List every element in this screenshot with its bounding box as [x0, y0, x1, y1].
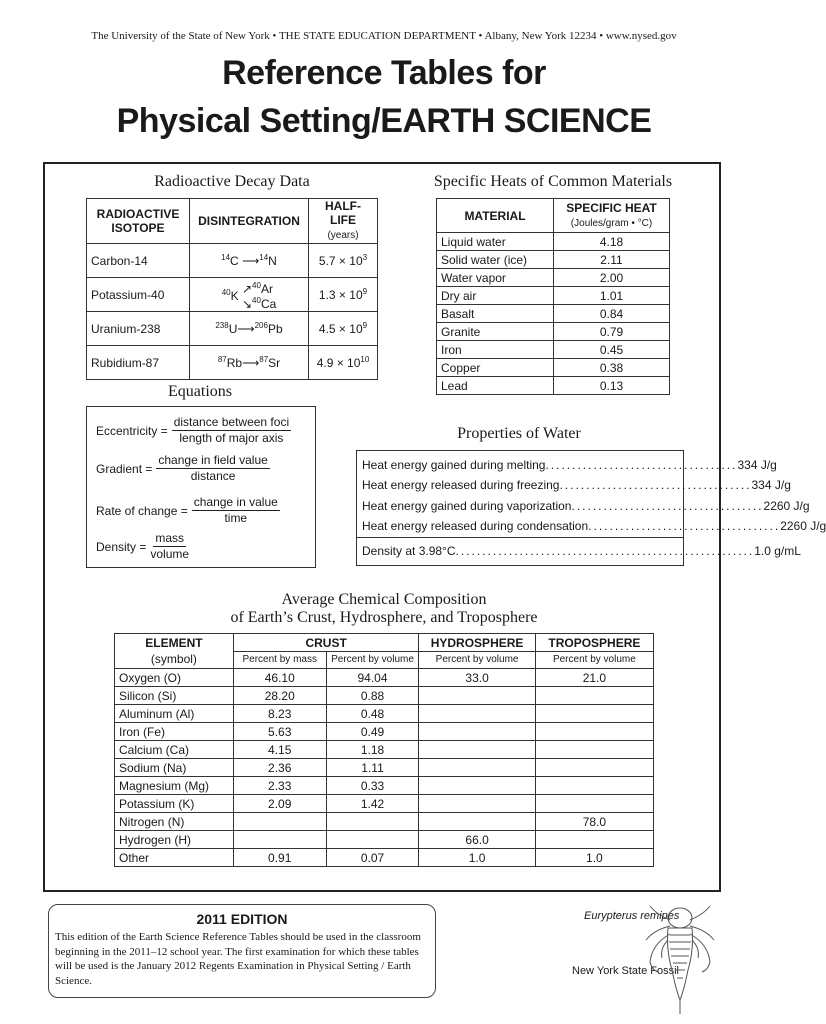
- table-row: Silicon (Si) 28.20 0.88: [115, 687, 654, 705]
- decay-col-halflife: HALF-LIFE (years): [309, 199, 378, 244]
- water-row: Density at 3.98°C ........................................................ 1.0 g/mL: [362, 544, 801, 558]
- table-row: Granite 0.79: [437, 323, 670, 341]
- table-row: Aluminum (Al) 8.23 0.48: [115, 705, 654, 723]
- decay-table: [86, 198, 378, 380]
- table-row: Solid water (ice) 2.11: [437, 251, 670, 269]
- table-row: [87, 278, 378, 312]
- disintegration-cell: $^{87}$Rb⟶$^{87}$Sr: [190, 346, 309, 380]
- halflife-cell: $4.5 \times 10^9$: [309, 312, 378, 346]
- water-row: Heat energy released during freezing .................................... 334 J/g: [362, 478, 791, 492]
- table-row: Dry air 1.01: [437, 287, 670, 305]
- table-row: [87, 244, 378, 278]
- comp-col-troposphere: TROPOSPHERE: [535, 634, 653, 652]
- disintegration-cell: $^{14}$C ⟶$^{14}$N: [190, 244, 309, 278]
- table-row: [87, 346, 378, 380]
- table-row: Water vapor 2.00: [437, 269, 670, 287]
- table-row: Sodium (Na) 2.36 1.11: [115, 759, 654, 777]
- rate-equation: Rate of change = $\frac{\text{change in value}}{\text{time}}$: [96, 495, 278, 525]
- divider: [357, 537, 683, 538]
- comp-col-element: ELEMENT (symbol): [115, 634, 234, 669]
- table-row: Oxygen (O) 46.10 94.04 33.0 21.0: [115, 669, 654, 687]
- water-box: [356, 450, 826, 566]
- edition-box: [48, 904, 436, 998]
- gradient-equation: Gradient = $\frac{\text{change in field value}}{\text{distance}}$: [96, 453, 268, 483]
- table-row: Hydrogen (H) 66.0: [115, 831, 654, 849]
- composition-table: ELEMENT (symbol) CRUST HYDROSPHERE TROPOSPHERE Percent by mass Percent by volume Percent by volume Percent by volume Oxygen (O) 46.10 94.04 33.0 21.0 Silicon (Si) 28.20 0.88 Aluminum (Al) 8.23 0.48 Iron (Fe) 5.63 0.49 Calcium (Ca) 4.15 1.18 Sodium (Na) 2.36 1.11 Magnesium (Mg) 2.33 0.33 Potassium (K) 2.09 1.42 Nitrogen (N) 78.0 Hydrogen (H) 66.0 Other 0.91 0.07 1.0 1.0: [114, 633, 654, 867]
- decay-col-isotope: RADIOACTIVE ISOTOPE: [87, 199, 190, 244]
- water-row: Heat energy gained during melting .................................... 334 J/g: [362, 458, 777, 472]
- table-row: Liquid water 4.18: [437, 233, 670, 251]
- fossil-name: Eurypterus remipes: [584, 910, 680, 922]
- fossil-caption: New York State Fossil: [572, 965, 679, 977]
- isotope-cell: Carbon-14: [87, 244, 190, 278]
- table-row: Potassium (K) 2.09 1.42: [115, 795, 654, 813]
- isotope-cell: Uranium-238: [87, 312, 190, 346]
- arrow-icon: ⟶: [237, 322, 255, 336]
- arrow-icon: ⟶: [242, 254, 260, 268]
- header-line: The University of the State of New York • THE STATE EDUCATION DEPARTMENT • Albany, New York 12234 • www.nysed.gov: [91, 30, 677, 42]
- page-title-line2: Physical Setting/EARTH SCIENCE: [116, 102, 652, 140]
- heat-col-specific: SPECIFIC HEAT (Joules/gram • °C): [554, 199, 670, 233]
- water-row: Heat energy released during condensation .................................... 2260 J/g: [362, 519, 826, 533]
- table-row: Calcium (Ca) 4.15 1.18: [115, 741, 654, 759]
- eurypterid-fossil-icon: [640, 900, 720, 1018]
- arrow-icon: ⟶: [242, 356, 260, 370]
- table-row: Nitrogen (N) 78.0: [115, 813, 654, 831]
- halflife-cell: $5.7 \times 10^3$: [309, 244, 378, 278]
- water-title: Properties of Water: [457, 425, 581, 442]
- disintegration-cell: $^{238}$U⟶$^{206}$Pb: [190, 312, 309, 346]
- comp-col-hydrosphere: HYDROSPHERE: [419, 634, 535, 652]
- table-row: [87, 312, 378, 346]
- table-row: Iron 0.45: [437, 341, 670, 359]
- heat-table: [436, 198, 670, 395]
- heat-title: Specific Heats of Common Materials: [433, 173, 673, 190]
- decay-title: Radioactive Decay Data: [154, 173, 310, 190]
- composition-title-1: Average Chemical Composition: [281, 591, 487, 608]
- disintegration-cell: $^{40}$K ↗$^{40}$Ar ↘$^{40}$Ca: [190, 278, 309, 312]
- arrow-icon: ↘: [241, 296, 253, 311]
- table-row: Basalt 0.84: [437, 305, 670, 323]
- edition-text: This edition of the Earth Science Reference Tables should be used in the classroom beginning in the 2011–12 school year. The first examination for which these tables will be used is the January 2012 Regents Examination in Physical Setting / Earth Science.: [55, 931, 421, 987]
- table-row: Other 0.91 0.07 1.0 1.0: [115, 849, 654, 867]
- decay-col-disintegration: DISINTEGRATION: [190, 199, 309, 244]
- equations-title: Equations: [168, 383, 232, 400]
- isotope-cell: Rubidium-87: [87, 346, 190, 380]
- table-row: Lead 0.13: [437, 377, 670, 395]
- halflife-cell: $4.9 \times 10^{10}$: [309, 346, 378, 380]
- equations-box: [86, 406, 316, 568]
- arrow-icon: ↗: [241, 281, 253, 296]
- edition-title: 2011 EDITION: [196, 911, 288, 927]
- water-row: Heat energy gained during vaporization .................................... 2260 J/g: [362, 499, 810, 513]
- eccentricity-equation: Eccentricity = $\frac{\text{distance between foci}}{\text{length of major axis}}$: [96, 415, 290, 445]
- isotope-cell: Potassium-40: [87, 278, 190, 312]
- page-title-line1: Reference Tables for: [222, 54, 546, 92]
- heat-col-material: MATERIAL: [437, 199, 554, 233]
- table-row: Copper 0.38: [437, 359, 670, 377]
- comp-col-crust: CRUST: [233, 634, 419, 652]
- composition-title-2: of Earth’s Crust, Hydrosphere, and Troposphere: [230, 609, 538, 626]
- halflife-cell: $1.3 \times 10^9$: [309, 278, 378, 312]
- table-row: Iron (Fe) 5.63 0.49: [115, 723, 654, 741]
- table-row: Magnesium (Mg) 2.33 0.33: [115, 777, 654, 795]
- density-equation: Density = $\frac{\text{mass}}{\text{volume}}$: [96, 531, 190, 561]
